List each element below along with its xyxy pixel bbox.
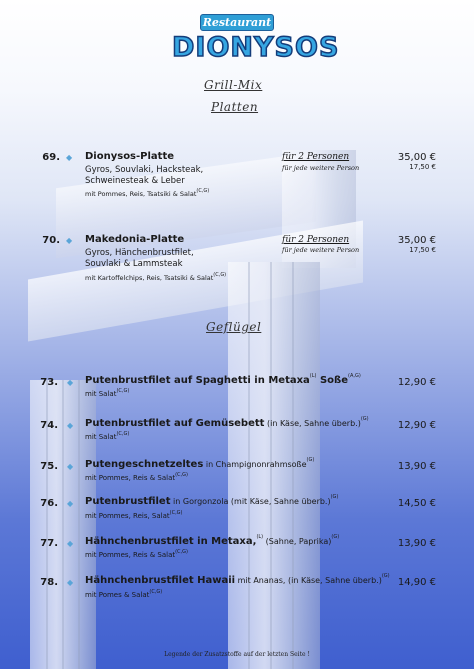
item-price-extra: 17,50 €: [409, 246, 436, 254]
item-sides: mit Salat$^{(C,G)}$: [85, 431, 130, 441]
item-price: 13,90 €: [397, 538, 436, 549]
diamond-bullet-icon: ◆: [66, 153, 73, 162]
item-sides: mit Pommes, Reis, Tsatsiki & Salat$^{(C,G)}$: [85, 188, 210, 198]
item-price: 12,90 €: [397, 420, 436, 431]
item-description-line-2: Schweinesteak & Leber: [85, 176, 185, 186]
item-title: Hähnchenbrustfilet in Metaxa,$^{(L)}$ (Sahne, Paprika)$^{(G)}$: [85, 534, 340, 547]
footer-note: Legende der Zusatzstoffe auf der letzten Seite !: [164, 651, 310, 658]
diamond-bullet-icon: ◆: [67, 499, 74, 508]
logo-name: DIONYSOS: [172, 32, 340, 63]
item-number: 75.: [40, 461, 58, 472]
item-number: 76.: [40, 498, 58, 509]
item-price: 13,90 €: [397, 461, 436, 472]
item-title: Putengeschnetzeltes in Champignonrahmsoße$^{(G)}$: [85, 457, 315, 470]
item-sides: mit Kartoffelchips, Reis, Tsatsiki & Salat$^{(C,G)}$: [85, 272, 227, 282]
logo-banner: Restaurant: [200, 14, 274, 31]
item-extra-person: für jede weitere Person: [282, 164, 360, 172]
diamond-bullet-icon: ◆: [67, 578, 74, 587]
item-name: Makedonia-Platte: [85, 234, 185, 245]
item-sides: mit Salat$^{(C,G)}$: [85, 388, 130, 398]
item-title: Hähnchenbrustfilet Hawaii mit Ananas, (in Käse, Sahne überb.)$^{(G)}$: [85, 573, 390, 586]
diamond-bullet-icon: ◆: [67, 539, 74, 548]
item-price: 14,90 €: [397, 577, 436, 588]
diamond-bullet-icon: ◆: [67, 378, 74, 387]
item-price: 35,00 €: [397, 235, 436, 246]
item-number: 74.: [40, 420, 58, 431]
item-price: 35,00 €: [397, 152, 436, 163]
section-title-grill-mix: Grill-Mix: [204, 78, 263, 92]
item-serving: für 2 Personen: [282, 235, 350, 245]
item-sides: mit Pomes & Salat$^{(C,G)}$: [85, 589, 163, 599]
section-title-platten: Platten: [211, 100, 259, 114]
item-sides: mit Pommes, Reis & Salat$^{(C,G)}$: [85, 549, 188, 559]
item-title: Putenbrustfilet in Gorgonzola (mit Käse, Sahne überb.)$^{(G)}$: [85, 494, 339, 507]
item-number: 70.: [42, 235, 60, 246]
diamond-bullet-icon: ◆: [67, 421, 74, 430]
item-sides: mit Pommes, Reis, Salat$^{(C,G)}$: [85, 510, 183, 520]
item-number: 78.: [40, 577, 58, 588]
section-title-gefluegel: Geflügel: [206, 320, 262, 334]
item-sides: mit Pommes, Reis & Salat$^{(C,G)}$: [85, 472, 188, 482]
item-title: Putenbrustfilet auf Spaghetti in Metaxa$^{(L)}$ Soße$^{(A,G)}$: [85, 373, 361, 386]
item-description-line-2: Souvlaki & Lammsteak: [85, 259, 183, 269]
item-description-line-1: Gyros, Souvlaki, Hacksteak,: [85, 165, 204, 175]
item-number: 69.: [42, 152, 60, 163]
item-description-line-1: Gyros, Hänchenbrustfilet,: [85, 248, 194, 258]
item-name: Dionysos-Platte: [85, 151, 175, 162]
item-number: 77.: [40, 538, 58, 549]
diamond-bullet-icon: ◆: [66, 236, 73, 245]
item-price: 12,90 €: [397, 377, 436, 388]
diamond-bullet-icon: ◆: [67, 462, 74, 471]
item-price-extra: 17,50 €: [409, 163, 436, 171]
item-extra-person: für jede weitere Person: [282, 246, 360, 254]
item-title: Putenbrustfilet auf Gemüsebett (in Käse, Sahne überb.)$^{(G)}$: [85, 416, 369, 429]
item-serving: für 2 Personen: [282, 152, 350, 162]
item-number: 73.: [40, 377, 58, 388]
item-price: 14,50 €: [397, 498, 436, 509]
